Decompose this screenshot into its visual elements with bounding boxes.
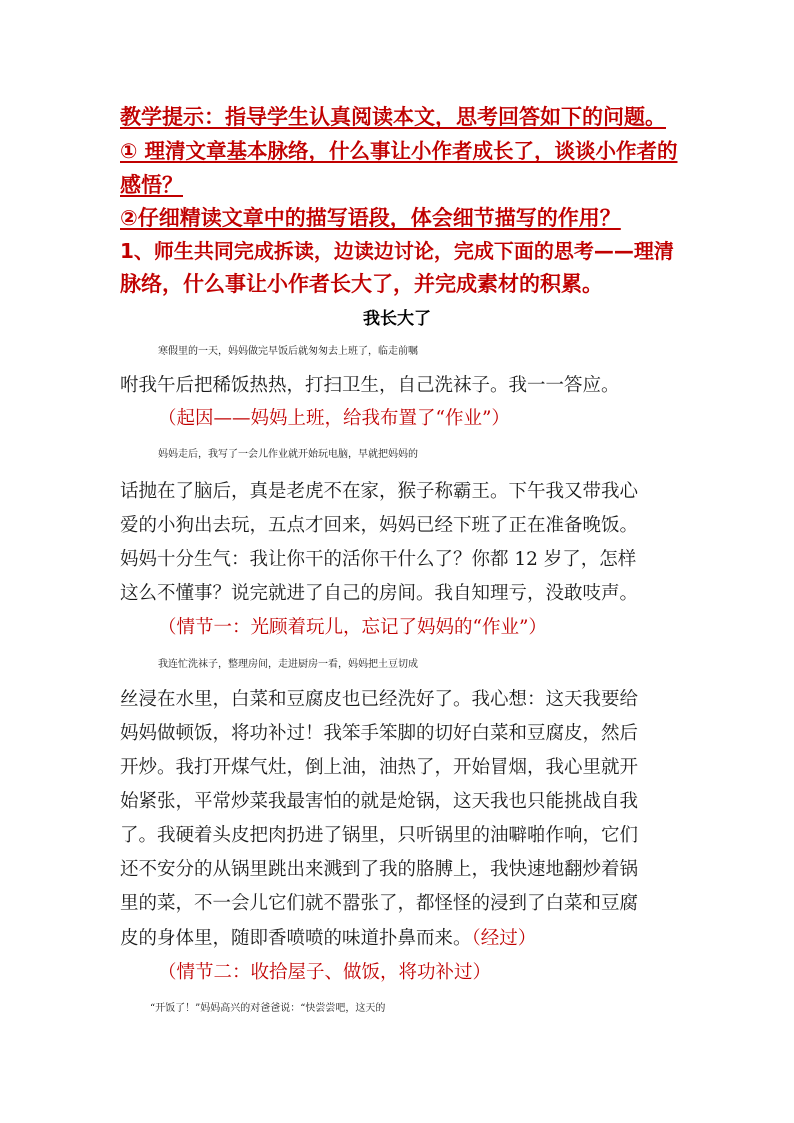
essay-p3-tail-label: （经过）: [471, 928, 537, 949]
essay-p3-line-4: 开炒。我打开煤气灶，倒上油，油热了，开始冒烟，我心里就开: [120, 757, 639, 778]
essay-p4-line-1: “开饭了！”妈妈高兴的对爸爸说：“快尝尝吧，这天的: [150, 1003, 386, 1014]
essay-p3-line-7: 还不安分的从锅里跳出来溅到了我的胳膊上，我快速地翻炒着锅: [120, 859, 639, 880]
teaching-hint-line-4: ②仔细精读文章中的描写语段，体会细节描写的作用？: [120, 206, 621, 230]
essay-p2-line-5: 这么不懂事？说完就进了自己的房间。我自知理亏，没敢吱声。: [120, 583, 639, 604]
essay-p3-line-5: 始紧张，平常炒菜我最害怕的就是炝锅，这天我也只能挑战自我: [120, 791, 639, 812]
essay-note-3: （情节二：收拾屋子、做饭，将功补过）: [158, 962, 492, 983]
essay-p2-line-1: 妈妈走后，我写了一会儿作业就开始玩电脑，早就把妈妈的: [158, 449, 418, 460]
essay-p3-line-2: 丝浸在水里，白菜和豆腐皮也已经洗好了。我心想：这天我要给: [120, 689, 639, 710]
essay-p1-line-2: 咐我午后把稀饭热热，打扫卫生，自己洗袜子。我一一答应。: [120, 375, 620, 396]
essay-title: 我长大了: [363, 309, 431, 329]
essay-p3-line-9-text: 皮的身体里，随即香喷喷的味道扑鼻而来。: [120, 928, 472, 949]
essay-p2-line-4: 妈妈十分生气：我让你干的活你干什么了？你都 12 岁了，怎样: [120, 549, 637, 570]
essay-p3-line-1: 我连忙洗袜子，整理房间，走进厨房一看，妈妈把土豆切成: [158, 659, 418, 670]
essay-p2-line-2: 话抛在了脑后，真是老虎不在家，猴子称霸王。下午我又带我心: [120, 481, 639, 502]
task-line-1: 1、师生共同完成拆读，边读边讨论，完成下面的思考——理清: [120, 239, 674, 263]
essay-note-2: （情节一：光顾着玩儿，忘记了妈妈的“作业”）: [158, 617, 547, 638]
essay-p3-line-3: 妈妈做顿饭，将功补过！我笨手笨脚的切好白菜和豆腐皮，然后: [120, 723, 639, 744]
essay-note-1: （起因——妈妈上班，给我布置了“作业”）: [158, 408, 510, 429]
teaching-hint-line-3: 感悟？: [120, 173, 183, 197]
teaching-hint-line-1: 教学提示：指导学生认真阅读本文，思考回答如下的问题。: [120, 105, 666, 129]
essay-p3-line-6: 了。我硬着头皮把肉扔进了锅里，只听锅里的油噼啪作响，它们: [120, 825, 639, 846]
task-line-2: 脉络，什么事让小作者长大了，并完成素材的积累。: [120, 272, 603, 296]
essay-p1-line-1: 寒假里的一天，妈妈做完早饭后就匆匆去上班了，临走前嘱: [158, 346, 418, 357]
essay-p3-line-8: 里的菜，不一会儿它们就不嚣张了，都怪怪的浸到了白菜和豆腐: [120, 893, 639, 914]
teaching-hint-line-2: ① 理清文章基本脉络，什么事让小作者成长了，谈谈小作者的: [120, 139, 678, 163]
essay-p2-line-3: 爱的小狗出去玩，五点才回来，妈妈已经下班了正在准备晚饭。: [120, 515, 639, 536]
essay-p3-line-9: [120, 925, 680, 953]
